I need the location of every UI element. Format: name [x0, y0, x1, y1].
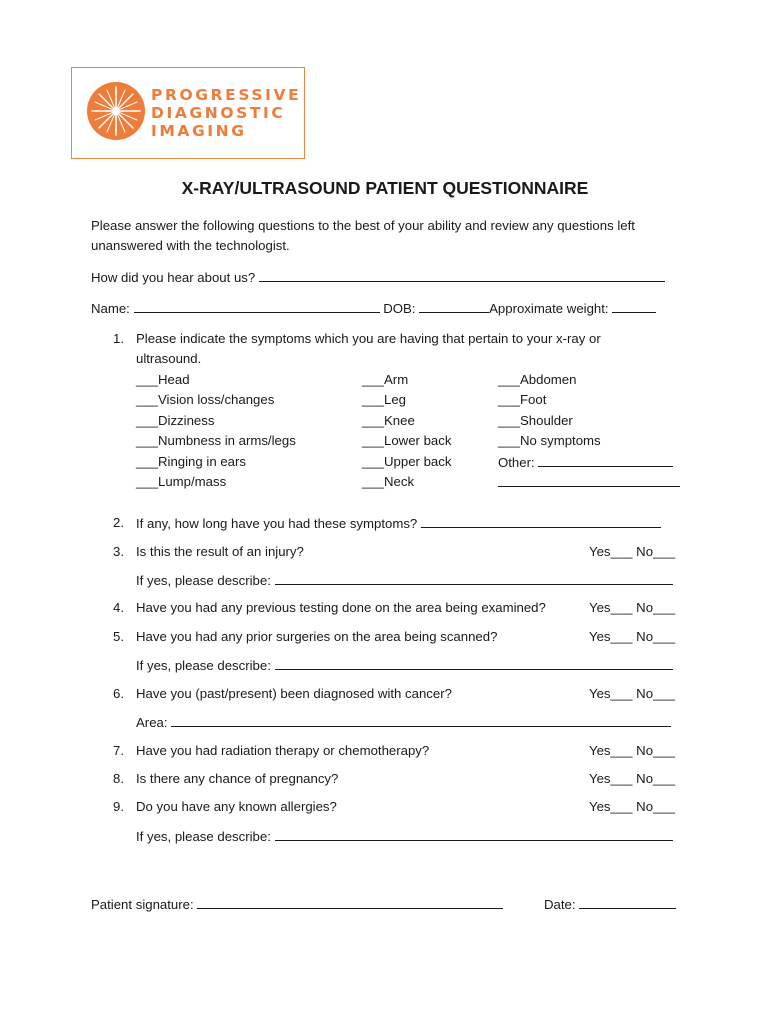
symptom-none[interactable]: ___No symptoms: [498, 433, 601, 448]
intro-line-1: Please answer the following questions to the best of your ability and review any questions left: [91, 218, 635, 233]
date-field: [544, 896, 676, 912]
q5-describe-input[interactable]: [275, 657, 673, 670]
q4-number: 4.: [113, 600, 124, 615]
q5-describe-label: If yes, please describe:: [136, 658, 271, 673]
q4-yes-no[interactable]: Yes___ No___: [589, 600, 676, 615]
q2-text: If any, how long have you had these symptoms?: [136, 516, 418, 531]
symptom-neck[interactable]: ___Neck: [362, 474, 415, 489]
symptom-head[interactable]: ___Head: [136, 372, 190, 387]
q5-number: 5.: [113, 629, 124, 644]
q1-number: 1.: [113, 331, 124, 346]
q6-text: Have you (past/present) been diagnosed with cancer?: [136, 686, 452, 701]
q2-field: [136, 515, 661, 531]
symptom-other-field: [498, 454, 673, 470]
symptom-lower-back[interactable]: ___Lower back: [362, 433, 452, 448]
q1-text-line-2: ultrasound.: [136, 351, 202, 366]
hear-about-input[interactable]: [259, 269, 665, 282]
symptom-upper-back[interactable]: ___Upper back: [362, 454, 452, 469]
page-title: X-RAY/ULTRASOUND PATIENT QUESTIONNAIRE: [181, 178, 589, 198]
signature-label: Patient signature:: [91, 897, 194, 912]
intro-line-2: unanswered with the technologist.: [91, 238, 290, 253]
q9-describe-field: [136, 828, 673, 844]
q3-describe-field: [136, 572, 673, 588]
q8-yes-no[interactable]: Yes___ No___: [589, 771, 676, 786]
q2-input[interactable]: [421, 515, 661, 528]
q7-text: Have you had radiation therapy or chemotherapy?: [136, 743, 430, 758]
q6-number: 6.: [113, 686, 124, 701]
symptom-shoulder[interactable]: ___Shoulder: [498, 413, 573, 428]
q1-text-line-1: Please indicate the symptoms which you are having that pertain to your x-ray or: [136, 331, 601, 346]
q8-text: Is there any chance of pregnancy?: [136, 771, 339, 786]
starburst-icon: [87, 82, 145, 140]
name-field: [91, 300, 656, 316]
logo-line-2: DIAGNOSTIC: [151, 104, 286, 122]
q3-yes-no[interactable]: Yes___ No___: [589, 544, 676, 559]
symptom-foot[interactable]: ___Foot: [498, 392, 547, 407]
other-input-line-2[interactable]: [498, 474, 680, 490]
q9-describe-input[interactable]: [275, 828, 673, 841]
hear-about-label: How did you hear about us?: [91, 270, 256, 285]
q7-yes-no[interactable]: Yes___ No___: [589, 743, 676, 758]
q5-text: Have you had any prior surgeries on the area being scanned?: [136, 629, 498, 644]
date-input[interactable]: [579, 896, 676, 909]
weight-label: Approximate weight:: [489, 301, 609, 316]
name-label: Name:: [91, 301, 130, 316]
symptom-arm[interactable]: ___Arm: [362, 372, 409, 387]
q9-describe-label: If yes, please describe:: [136, 829, 271, 844]
q3-describe-input[interactable]: [275, 572, 673, 585]
weight-input[interactable]: [612, 300, 656, 313]
q9-number: 9.: [113, 799, 124, 814]
dob-input[interactable]: [419, 300, 489, 313]
q7-number: 7.: [113, 743, 124, 758]
logo-line-1: PROGRESSIVE: [151, 86, 302, 104]
symptom-knee[interactable]: ___Knee: [362, 413, 415, 428]
q6-area-field: [136, 714, 671, 730]
symptom-leg[interactable]: ___Leg: [362, 392, 407, 407]
company-logo: [71, 67, 305, 159]
hear-about-field: [91, 269, 665, 285]
signature-input[interactable]: [197, 896, 503, 909]
name-input[interactable]: [134, 300, 380, 313]
other-input[interactable]: [538, 454, 673, 467]
date-label: Date:: [544, 897, 576, 912]
q3-number: 3.: [113, 544, 124, 559]
q6-yes-no[interactable]: Yes___ No___: [589, 686, 676, 701]
logo-line-3: IMAGING: [151, 122, 247, 140]
q5-describe-field: [136, 657, 673, 673]
symptom-lump[interactable]: ___Lump/mass: [136, 474, 227, 489]
signature-field: [91, 896, 503, 912]
other-label: Other:: [498, 455, 535, 470]
q9-yes-no[interactable]: Yes___ No___: [589, 799, 676, 814]
symptom-dizziness[interactable]: ___Dizziness: [136, 413, 215, 428]
symptom-vision[interactable]: ___Vision loss/changes: [136, 392, 275, 407]
q6-area-label: Area:: [136, 715, 168, 730]
q5-yes-no[interactable]: Yes___ No___: [589, 629, 676, 644]
q6-area-input[interactable]: [171, 714, 671, 727]
q8-number: 8.: [113, 771, 124, 786]
q3-describe-label: If yes, please describe:: [136, 573, 271, 588]
symptom-ringing[interactable]: ___Ringing in ears: [136, 454, 246, 469]
dob-label: DOB:: [383, 301, 416, 316]
symptom-abdomen[interactable]: ___Abdomen: [498, 372, 577, 387]
q3-text: Is this the result of an injury?: [136, 544, 304, 559]
symptom-numbness[interactable]: ___Numbness in arms/legs: [136, 433, 296, 448]
q9-text: Do you have any known allergies?: [136, 799, 337, 814]
q2-number: 2.: [113, 515, 124, 530]
q4-text: Have you had any previous testing done on the area being examined?: [136, 600, 546, 615]
